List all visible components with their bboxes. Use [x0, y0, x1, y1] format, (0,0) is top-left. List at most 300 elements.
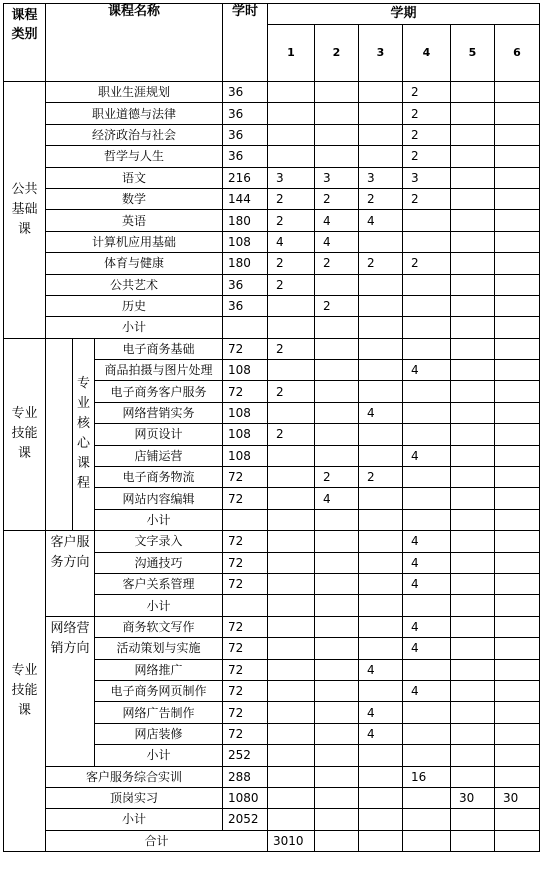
term-hours-cell: [359, 231, 403, 252]
term-hours-cell: [268, 745, 315, 766]
term-hours-cell: 2: [403, 188, 451, 209]
term-number: 6: [495, 25, 540, 82]
course-name: 沟通技巧: [95, 552, 223, 573]
course-row: [4, 146, 540, 167]
term-hours-cell: [359, 274, 403, 295]
term-hours-cell: [315, 82, 359, 103]
term-hours-cell: 4: [315, 231, 359, 252]
term-hours-cell: [359, 616, 403, 637]
course-hours: 180: [223, 253, 268, 274]
term-hours-cell: [451, 424, 495, 445]
term-hours-cell: [451, 317, 495, 338]
course-name: 历史: [46, 295, 223, 316]
term-hours-cell: 2: [403, 146, 451, 167]
course-hours: 72: [223, 680, 268, 701]
term-hours-cell: 30: [495, 787, 540, 808]
direction-marketing: 网络营销方向: [46, 616, 95, 766]
term-hours-cell: [451, 82, 495, 103]
term-hours-cell: [495, 531, 540, 552]
term-hours-cell: 3: [315, 167, 359, 188]
term-hours-cell: [403, 745, 451, 766]
blank-cell: [46, 338, 73, 531]
term-hours-cell: [315, 445, 359, 466]
total-label: 合计: [46, 830, 268, 851]
term-hours-cell: [268, 146, 315, 167]
course-hours: [223, 509, 268, 530]
term-hours-cell: [315, 766, 359, 787]
term-hours-cell: [495, 445, 540, 466]
term-hours-cell: [359, 830, 403, 851]
term-hours-cell: [451, 253, 495, 274]
course-name: 英语: [46, 210, 223, 231]
term-hours-cell: [495, 103, 540, 124]
course-hours: 36: [223, 146, 268, 167]
term-hours-cell: 3: [359, 167, 403, 188]
term-hours-cell: [403, 231, 451, 252]
term-hours-cell: 4: [359, 402, 403, 423]
term-hours-cell: [359, 787, 403, 808]
term-hours-cell: 2: [403, 253, 451, 274]
term-hours-cell: [403, 467, 451, 488]
term-hours-cell: [495, 402, 540, 423]
term-hours-cell: 2: [403, 103, 451, 124]
term-hours-cell: [495, 809, 540, 830]
term-hours-cell: [403, 381, 451, 402]
term-hours-cell: [359, 103, 403, 124]
term-hours-cell: [315, 830, 359, 851]
subtotal-label: 小计: [46, 317, 223, 338]
course-hours: 36: [223, 103, 268, 124]
term-hours-cell: [403, 787, 451, 808]
term-hours-cell: [315, 809, 359, 830]
term-hours-cell: [315, 317, 359, 338]
course-hours: 1080: [223, 787, 268, 808]
term-hours-cell: [495, 509, 540, 530]
subtotal-label: 小计: [95, 745, 223, 766]
course-hours: 36: [223, 124, 268, 145]
course-name: 电子商务客户服务: [95, 381, 223, 402]
term-hours-cell: [268, 638, 315, 659]
term-hours-cell: [268, 531, 315, 552]
term-hours-cell: [495, 210, 540, 231]
category-header: 课程类别: [4, 4, 46, 82]
subtotal-label: 小计: [95, 509, 223, 530]
term-hours-cell: [359, 552, 403, 573]
term-hours-cell: [495, 488, 540, 509]
term-hours-cell: [495, 467, 540, 488]
term-hours-cell: [268, 702, 315, 723]
term-hours-cell: 2: [315, 295, 359, 316]
term-hours-cell: 4: [403, 531, 451, 552]
course-row: [4, 787, 540, 808]
course-row: [4, 103, 540, 124]
term-number: 3: [359, 25, 403, 82]
term-hours-cell: [359, 338, 403, 359]
term-hours-cell: [451, 830, 495, 851]
course-name: 商务软文写作: [95, 616, 223, 637]
course-row: [4, 531, 540, 552]
term-hours-cell: [268, 124, 315, 145]
course-hours: 72: [223, 381, 268, 402]
term-hours-cell: [495, 702, 540, 723]
term-hours-cell: [359, 488, 403, 509]
core-label: 专业核心课程: [73, 338, 95, 531]
term-hours-cell: [403, 274, 451, 295]
term-hours-cell: 4: [315, 488, 359, 509]
course-name: 电子商务基础: [95, 338, 223, 359]
term-hours-cell: [315, 509, 359, 530]
course-row: [4, 274, 540, 295]
term-hours-cell: [451, 616, 495, 637]
course-hours: 72: [223, 723, 268, 744]
term-hours-cell: [495, 595, 540, 616]
term-hours-cell: 2: [268, 253, 315, 274]
subtotal-hours: 2052: [223, 809, 268, 830]
term-hours-cell: [359, 531, 403, 552]
course-hours: 72: [223, 488, 268, 509]
term-hours-cell: [451, 723, 495, 744]
term-hours-cell: [315, 680, 359, 701]
term-hours-cell: [495, 231, 540, 252]
term-hours-cell: [315, 702, 359, 723]
term-hours-cell: [359, 445, 403, 466]
term-hours-cell: [359, 573, 403, 594]
term-hours-cell: [315, 124, 359, 145]
course-name: 网店装修: [95, 723, 223, 744]
term-hours-cell: [268, 766, 315, 787]
course-hours: 72: [223, 659, 268, 680]
term-hours-cell: 4: [403, 445, 451, 466]
term-hours-cell: [495, 146, 540, 167]
direction-service: 客户服务方向: [46, 531, 95, 617]
term-hours-cell: [451, 210, 495, 231]
course-name: 哲学与人生: [46, 146, 223, 167]
term-header: 学期: [268, 4, 540, 25]
term-hours-cell: [268, 402, 315, 423]
curriculum-table-body: [4, 4, 540, 852]
course-row: [4, 253, 540, 274]
category-professional: 专业技能课: [4, 338, 46, 531]
term-hours-cell: [315, 360, 359, 381]
course-hours: 36: [223, 295, 268, 316]
term-hours-cell: 2: [359, 188, 403, 209]
term-hours-cell: [451, 360, 495, 381]
term-hours-cell: [315, 338, 359, 359]
course-hours: 108: [223, 360, 268, 381]
course-name: 语文: [46, 167, 223, 188]
course-hours: 108: [223, 231, 268, 252]
category-skills: 专业技能课: [4, 531, 46, 852]
course-name: 活动策划与实施: [95, 638, 223, 659]
term-hours-cell: [359, 638, 403, 659]
term-hours-cell: 30: [451, 787, 495, 808]
term-hours-cell: 2: [315, 467, 359, 488]
term-hours-cell: [451, 766, 495, 787]
term-hours-cell: [403, 210, 451, 231]
term-hours-cell: [495, 253, 540, 274]
subtotal-hours: 252: [223, 745, 268, 766]
term-hours-cell: [495, 317, 540, 338]
term-hours-cell: 2: [268, 188, 315, 209]
course-name: 网络广告制作: [95, 702, 223, 723]
subtotal-label: 小计: [46, 809, 223, 830]
term-hours-cell: [495, 124, 540, 145]
term-hours-cell: 4: [359, 723, 403, 744]
term-hours-cell: [315, 616, 359, 637]
term-hours-cell: 4: [359, 702, 403, 723]
term-hours-cell: [403, 402, 451, 423]
term-hours-cell: [495, 616, 540, 637]
course-hours: 144: [223, 188, 268, 209]
course-name: 体育与健康: [46, 253, 223, 274]
course-hours: 36: [223, 82, 268, 103]
subtotal-row: [4, 317, 540, 338]
term-hours-cell: [315, 595, 359, 616]
course-name: 文字录入: [95, 531, 223, 552]
term-hours-cell: [315, 659, 359, 680]
course-hours: 288: [223, 766, 268, 787]
term-hours-cell: [268, 659, 315, 680]
term-hours-cell: [359, 766, 403, 787]
term-hours-cell: 2: [315, 188, 359, 209]
course-hours: 108: [223, 402, 268, 423]
term-hours-cell: 2: [268, 210, 315, 231]
term-hours-cell: [359, 745, 403, 766]
term-hours-cell: [451, 103, 495, 124]
term-hours-cell: [495, 723, 540, 744]
term-hours-cell: [268, 445, 315, 466]
course-hours: 180: [223, 210, 268, 231]
term-hours-cell: [495, 552, 540, 573]
term-hours-cell: [403, 295, 451, 316]
course-row: [4, 210, 540, 231]
term-hours-cell: 4: [359, 659, 403, 680]
course-hours: 36: [223, 274, 268, 295]
term-hours-cell: [451, 124, 495, 145]
term-hours-cell: [315, 745, 359, 766]
course-name: 公共艺术: [46, 274, 223, 295]
term-hours-cell: [451, 381, 495, 402]
term-hours-cell: [359, 509, 403, 530]
term-hours-cell: [359, 317, 403, 338]
term-hours-cell: [359, 424, 403, 445]
term-hours-cell: [495, 82, 540, 103]
course-hours: [223, 595, 268, 616]
course-name: 职业生涯规划: [46, 82, 223, 103]
term-hours-cell: [451, 509, 495, 530]
term-hours-cell: [451, 638, 495, 659]
term-hours-cell: [451, 338, 495, 359]
term-hours-cell: 2: [268, 381, 315, 402]
term-hours-cell: [359, 146, 403, 167]
term-hours-cell: 4: [403, 360, 451, 381]
term-hours-cell: [451, 146, 495, 167]
term-hours-cell: 4: [403, 638, 451, 659]
course-name: 电子商务网页制作: [95, 680, 223, 701]
course-hours: 216: [223, 167, 268, 188]
term-hours-cell: [268, 509, 315, 530]
term-hours-cell: [268, 467, 315, 488]
term-hours-cell: 4: [403, 552, 451, 573]
course-row: [4, 295, 540, 316]
curriculum-table: [3, 3, 540, 852]
term-hours-cell: [451, 488, 495, 509]
header-row: [4, 4, 540, 25]
course-hours: 108: [223, 424, 268, 445]
term-hours-cell: [268, 360, 315, 381]
term-hours-cell: [451, 552, 495, 573]
course-hours: [223, 317, 268, 338]
term-hours-cell: [315, 787, 359, 808]
term-hours-cell: [359, 595, 403, 616]
term-hours-cell: [359, 295, 403, 316]
term-hours-cell: [451, 702, 495, 723]
course-name: 数学: [46, 188, 223, 209]
term-hours-cell: [268, 680, 315, 701]
term-number: 5: [451, 25, 495, 82]
term-hours-cell: 2: [359, 253, 403, 274]
course-row: [4, 82, 540, 103]
course-hours: 72: [223, 616, 268, 637]
term-hours-cell: [403, 424, 451, 445]
course-hours: 72: [223, 338, 268, 359]
course-row: [4, 124, 540, 145]
course-name: 客户关系管理: [95, 573, 223, 594]
term-hours-cell: [495, 167, 540, 188]
term-hours-cell: 2: [268, 338, 315, 359]
term-hours-cell: [315, 573, 359, 594]
term-hours-cell: [403, 488, 451, 509]
term-hours-cell: 2: [268, 274, 315, 295]
term-hours-cell: [268, 787, 315, 808]
term-hours-cell: [315, 638, 359, 659]
term-hours-cell: [315, 402, 359, 423]
subtotal-row: [4, 809, 540, 830]
term-hours-cell: [451, 659, 495, 680]
term-hours-cell: [359, 680, 403, 701]
term-hours-cell: [403, 702, 451, 723]
term-hours-cell: [359, 360, 403, 381]
term-hours-cell: [495, 573, 540, 594]
term-hours-cell: 2: [359, 467, 403, 488]
term-hours-cell: [315, 146, 359, 167]
term-hours-cell: [403, 338, 451, 359]
term-hours-cell: [495, 830, 540, 851]
term-hours-cell: [451, 402, 495, 423]
term-hours-cell: 4: [359, 210, 403, 231]
term-hours-cell: [495, 188, 540, 209]
term-hours-cell: [315, 103, 359, 124]
term-hours-cell: [268, 595, 315, 616]
course-hours: 72: [223, 552, 268, 573]
term-hours-cell: [451, 573, 495, 594]
course-name: 网页设计: [95, 424, 223, 445]
term-hours-cell: [451, 531, 495, 552]
term-hours-cell: [451, 274, 495, 295]
term-hours-cell: [315, 531, 359, 552]
term-hours-cell: [495, 381, 540, 402]
term-number: 1: [268, 25, 315, 82]
term-hours-cell: [403, 509, 451, 530]
course-row: [4, 167, 540, 188]
term-hours-cell: [268, 317, 315, 338]
term-hours-cell: 3: [403, 167, 451, 188]
term-hours-cell: [403, 659, 451, 680]
term-hours-cell: [451, 445, 495, 466]
term-hours-cell: [495, 360, 540, 381]
term-hours-cell: [451, 595, 495, 616]
term-hours-cell: [451, 295, 495, 316]
term-hours-cell: [495, 424, 540, 445]
course-name-header: 课程名称: [46, 4, 223, 82]
term-hours-cell: [315, 723, 359, 744]
term-hours-cell: [315, 552, 359, 573]
course-row: [4, 766, 540, 787]
course-name: 经济政治与社会: [46, 124, 223, 145]
course-name: 网站内容编辑: [95, 488, 223, 509]
term-hours-cell: 3: [268, 167, 315, 188]
term-hours-cell: [359, 124, 403, 145]
term-hours-cell: [268, 295, 315, 316]
course-name: 网络推广: [95, 659, 223, 680]
course-name: 店铺运营: [95, 445, 223, 466]
term-hours-cell: [268, 103, 315, 124]
term-hours-cell: [495, 338, 540, 359]
term-hours-cell: [451, 467, 495, 488]
term-hours-cell: 4: [315, 210, 359, 231]
term-hours-cell: [268, 552, 315, 573]
course-name: 顶岗实习: [46, 787, 223, 808]
term-hours-cell: [495, 295, 540, 316]
term-hours-cell: [315, 381, 359, 402]
term-hours-cell: [451, 745, 495, 766]
total-hours: 3010: [268, 830, 315, 851]
term-hours-cell: [495, 745, 540, 766]
term-hours-cell: [359, 381, 403, 402]
term-hours-cell: [451, 231, 495, 252]
term-hours-cell: 4: [403, 616, 451, 637]
term-hours-cell: [315, 274, 359, 295]
term-hours-cell: [451, 167, 495, 188]
term-hours-cell: 4: [268, 231, 315, 252]
term-hours-cell: [403, 595, 451, 616]
term-hours-cell: [403, 317, 451, 338]
course-row: [4, 338, 540, 359]
term-hours-cell: 4: [403, 680, 451, 701]
course-hours: 72: [223, 702, 268, 723]
term-hours-cell: 4: [403, 573, 451, 594]
subtotal-label: 小计: [95, 595, 223, 616]
total-row: [4, 830, 540, 851]
course-name: 商品拍摄与图片处理: [95, 360, 223, 381]
term-hours-cell: 2: [403, 124, 451, 145]
term-hours-cell: [359, 82, 403, 103]
term-hours-cell: [268, 616, 315, 637]
course-row: [4, 616, 540, 637]
course-name: 客户服务综合实训: [46, 766, 223, 787]
term-hours-cell: 2: [403, 82, 451, 103]
term-hours-cell: [403, 830, 451, 851]
term-number: 4: [403, 25, 451, 82]
term-hours-cell: [268, 488, 315, 509]
course-hours: 72: [223, 531, 268, 552]
course-hours: 72: [223, 638, 268, 659]
term-hours-cell: [495, 274, 540, 295]
course-row: [4, 188, 540, 209]
term-hours-cell: [495, 766, 540, 787]
course-name: 电子商务物流: [95, 467, 223, 488]
term-hours-cell: [495, 659, 540, 680]
